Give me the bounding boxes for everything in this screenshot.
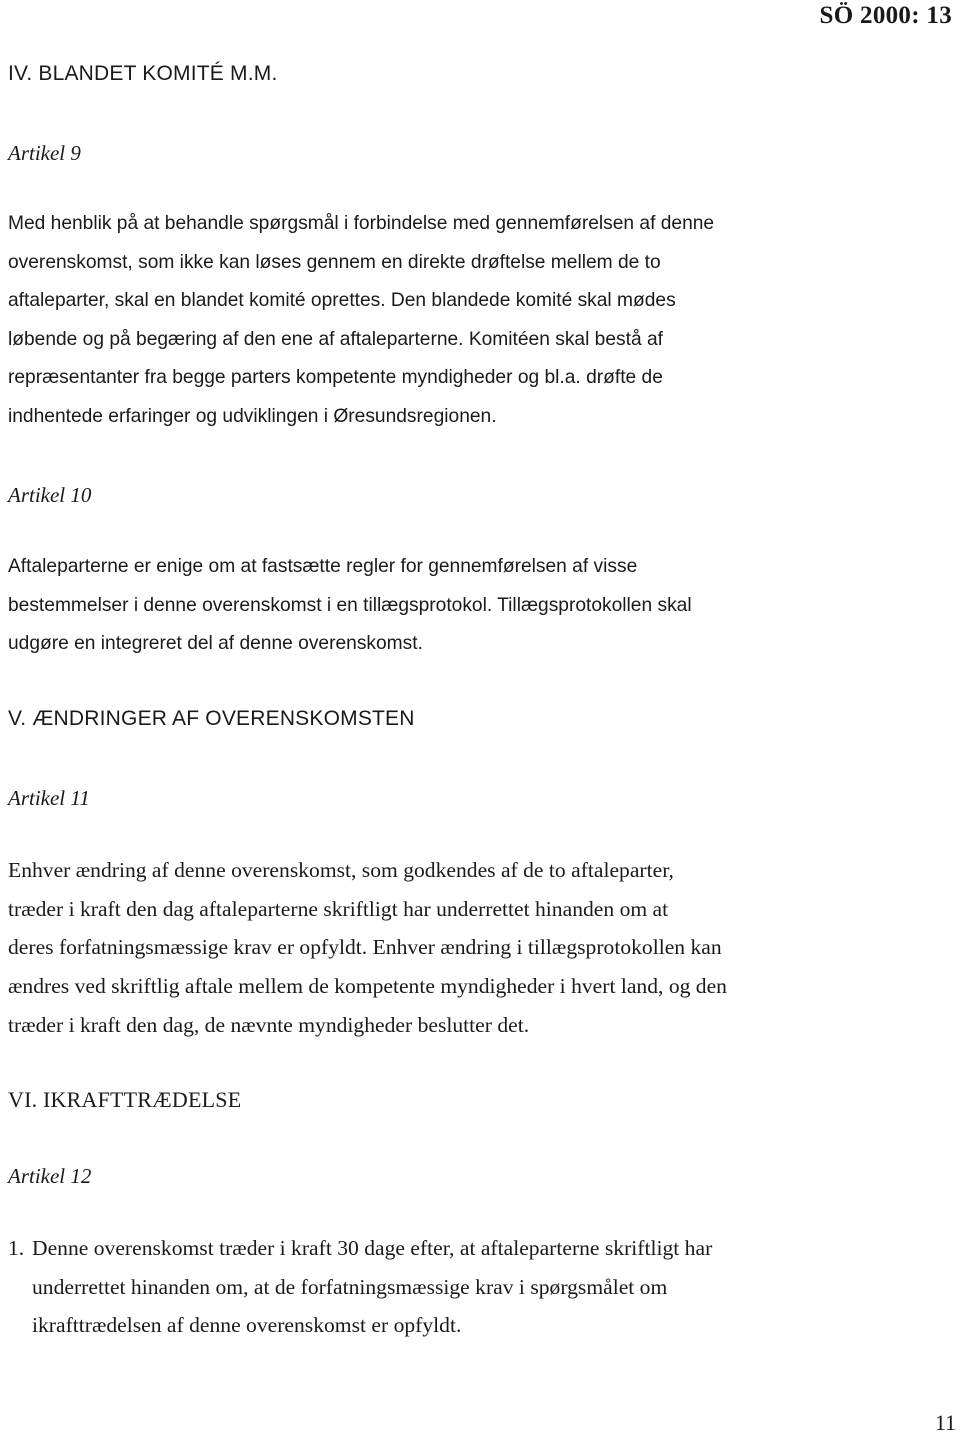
list-item-line: ikrafttrædelsen af denne overenskomst er opfyldt.	[32, 1313, 462, 1337]
article-9-title: Artikel 9	[8, 141, 81, 165]
section-heading-v: V. ÆNDRINGER AF OVERENSKOMSTEN	[8, 707, 415, 730]
list-item-number: 1.	[8, 1236, 25, 1260]
paragraph-line: løbende og på begæring af den ene af aftaleparterne. Komitéen skal bestå af	[8, 328, 663, 350]
article-10-title: Artikel 10	[8, 483, 92, 507]
paragraph-line: deres forfatningsmæssige krav er opfyldt. Enhver ændring i tillægsprotokollen kan	[8, 935, 722, 960]
paragraph-line: Aftaleparterne er enige om at fastsætte regler for gennemførelsen af visse	[8, 556, 638, 577]
section-heading-iv: IV. BLANDET KOMITÉ M.M.	[8, 62, 278, 85]
paragraph-line: repræsentanter fra begge parters kompetente myndigheder og bl.a. drøfte de	[8, 367, 663, 389]
page-number: 11	[934, 1410, 956, 1435]
list-item	[8, 1229, 928, 1345]
paragraph-line: Enhver ændring af denne overenskomst, som godkendes af de to aftaleparter,	[8, 858, 674, 882]
paragraph-line: træder i kraft den dag aftaleparterne skriftligt har underrettet hinanden om at	[8, 896, 669, 921]
section-heading-vi: VI. IKRAFTTRÆDELSE	[8, 1087, 242, 1112]
article-12-list	[8, 1229, 928, 1345]
paragraph-line: Med henblik på at behandle spørgsmål i forbindelse med gennemførelsen af denne	[8, 213, 715, 234]
paragraph-line: træder i kraft den dag, de nævnte myndigheder beslutter det.	[8, 1012, 530, 1037]
paragraph-line: aftaleparter, skal en blandet komité oprettes. Den blandede komité skal mødes	[8, 290, 676, 312]
article-9-paragraph	[8, 205, 908, 437]
article-10-paragraph	[8, 548, 908, 664]
article-11-paragraph	[8, 851, 908, 1045]
paragraph-line: overenskomst, som ikke kan løses gennem en direkte drøftelse mellem de to	[8, 251, 661, 273]
paragraph-line: udgøre en integreret del af denne overenskomst.	[8, 633, 423, 655]
list-item-line: underrettet hinanden om, at de forfatningsmæssige krav i spørgsmålet om	[32, 1274, 668, 1299]
article-12-title: Artikel 12	[8, 1164, 92, 1188]
paragraph-line: indhentede erfaringer og udviklingen i Øresundsregionen.	[8, 405, 497, 427]
paragraph-line: bestemmelser i denne overenskomst i en tillægsprotokol. Tillægsprotokollen skal	[8, 594, 692, 616]
document-reference: SÖ 2000: 13	[819, 2, 952, 29]
paragraph-line: ændres ved skriftlig aftale mellem de kompetente myndigheder i hvert land, og den	[8, 974, 727, 999]
list-item-line: Denne overenskomst træder i kraft 30 dage efter, at aftaleparterne skriftligt har	[32, 1236, 713, 1260]
article-11-title: Artikel 11	[8, 786, 90, 810]
